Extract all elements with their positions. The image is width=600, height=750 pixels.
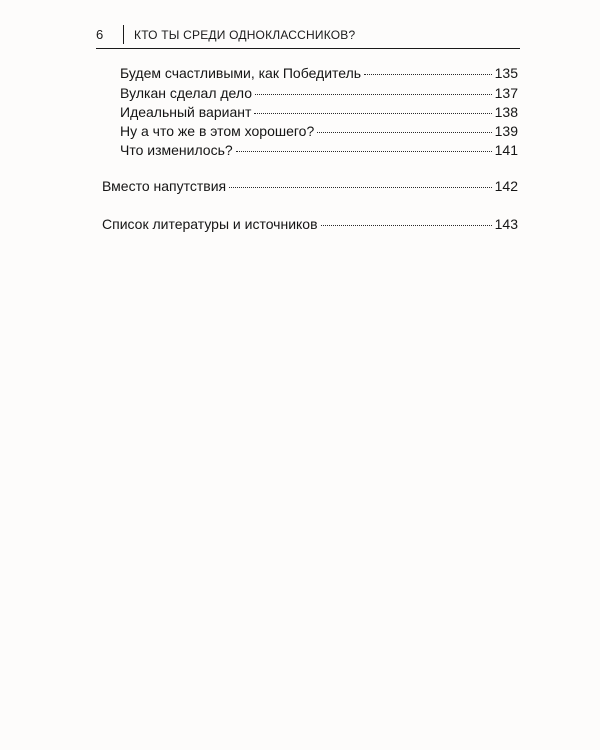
dot-leader xyxy=(321,225,492,226)
header-divider xyxy=(123,25,124,44)
running-title: КТО ТЫ СРЕДИ ОДНОКЛАССНИКОВ? xyxy=(134,28,356,42)
toc-entry xyxy=(120,103,518,121)
toc-entry-page: 138 xyxy=(494,104,518,120)
dot-leader xyxy=(317,132,491,133)
dot-leader xyxy=(236,151,492,152)
toc-entry-page: 141 xyxy=(494,142,518,158)
toc-entry xyxy=(120,141,518,159)
toc-entry-title: Список литературы и источников xyxy=(102,216,318,232)
toc-entry-page: 139 xyxy=(494,123,518,139)
toc-entry-page: 142 xyxy=(494,178,518,194)
dot-leader xyxy=(255,94,492,95)
dot-leader xyxy=(254,113,491,114)
toc-entry-title: Ну а что же в этом хорошего? xyxy=(120,123,315,139)
toc-entry xyxy=(120,84,518,102)
toc-entry-title: Вместо напутствия xyxy=(102,178,227,194)
toc-entry-title: Что изменилось? xyxy=(120,142,233,158)
toc-entry xyxy=(120,122,518,140)
toc-entry xyxy=(102,177,518,195)
toc-entry xyxy=(102,215,518,233)
toc-entry-page: 135 xyxy=(494,65,518,81)
toc-entry-title: Вулкан сделал дело xyxy=(120,85,252,101)
page-number: 6 xyxy=(96,27,104,42)
toc-entry-title: Идеальный вариант xyxy=(120,104,252,120)
dot-leader xyxy=(229,187,492,188)
toc-entry xyxy=(120,64,518,82)
dot-leader xyxy=(364,74,492,75)
toc-entry-page: 143 xyxy=(494,216,518,232)
toc-entry-page: 137 xyxy=(494,85,518,101)
page-header xyxy=(96,24,520,49)
toc-entry-title: Будем счастливыми, как Победитель xyxy=(120,65,362,81)
